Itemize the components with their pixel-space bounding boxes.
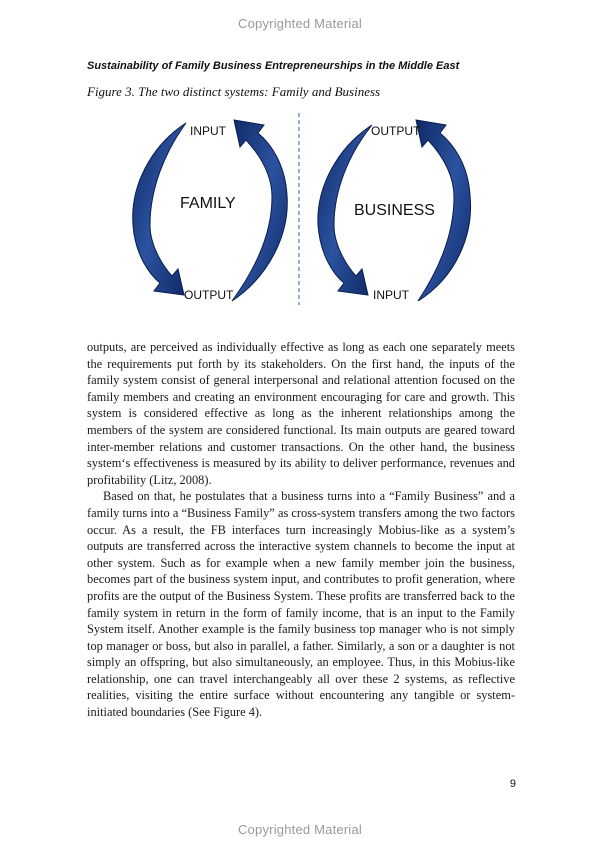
family-input-label: INPUT xyxy=(190,124,226,138)
copyright-watermark-top: Copyrighted Material xyxy=(238,16,362,31)
body-text xyxy=(87,339,515,721)
paragraph-1: outputs, are perceived as individually effective as long as each one separately meets the requirements put forth by its stakeholders. On the first hand, the inputs of the family system consist of general interpersonal and relational attention focused on the family members and creating an environment encouraging for care and growth. This system is considered effective as long as the inherent relationships among the members of the system are considered functional. Its main outputs are geared toward inter-member relations and customer transactions. On the other hand, the business system‘s effectiveness is measured by its ability to deliver performance, revenues and profitability (Litz, 2008). xyxy=(87,340,515,487)
business-title: BUSINESS xyxy=(354,202,435,219)
family-output-label: OUTPUT xyxy=(184,288,234,302)
business-input-label: INPUT xyxy=(373,288,409,302)
family-left-arrow xyxy=(133,123,186,295)
business-output-label: OUTPUT xyxy=(371,124,421,138)
family-business-systems-figure xyxy=(0,105,600,310)
running-head: Sustainability of Family Business Entrepreneurships in the Middle East xyxy=(87,60,460,72)
figure-caption: Figure 3. The two distinct systems: Family and Business xyxy=(87,84,381,99)
page-number: 9 xyxy=(509,778,516,790)
family-right-arrow xyxy=(232,120,287,301)
copyright-watermark-bottom: Copyrighted Material xyxy=(238,822,362,837)
family-title: FAMILY xyxy=(180,195,236,212)
paragraph-2: Based on that, he postulates that a business turns into a “Family Business” and a family turns into a “Business Family” as cross-system transfers among the two factors occur. As a result, the FB interfaces turn increasingly Mobius-like as a system’s outputs are transferred across the interactive system channels to become the input at other system. Such as for example when a new family member join the business, becomes part of the business system input, and contributes to profit generation, where profits are the output of the Business System. These profits are transferred back to the family system in return in the form of family income, that is an input to the Family System itself. Another example is the family business top manager who is not simply top manager or boss, but also in parallel, a father. Similarly, a son or a daughter is not simply an offspring, but also simultaneously, an employee. Thus, in this Mobius-like relationship, one can travel interchangeably all over these 2 systems, as reflective realities, visiting the entire surface without encountering any tangible or system-initiated boundaries (See Figure 4). xyxy=(87,489,515,720)
